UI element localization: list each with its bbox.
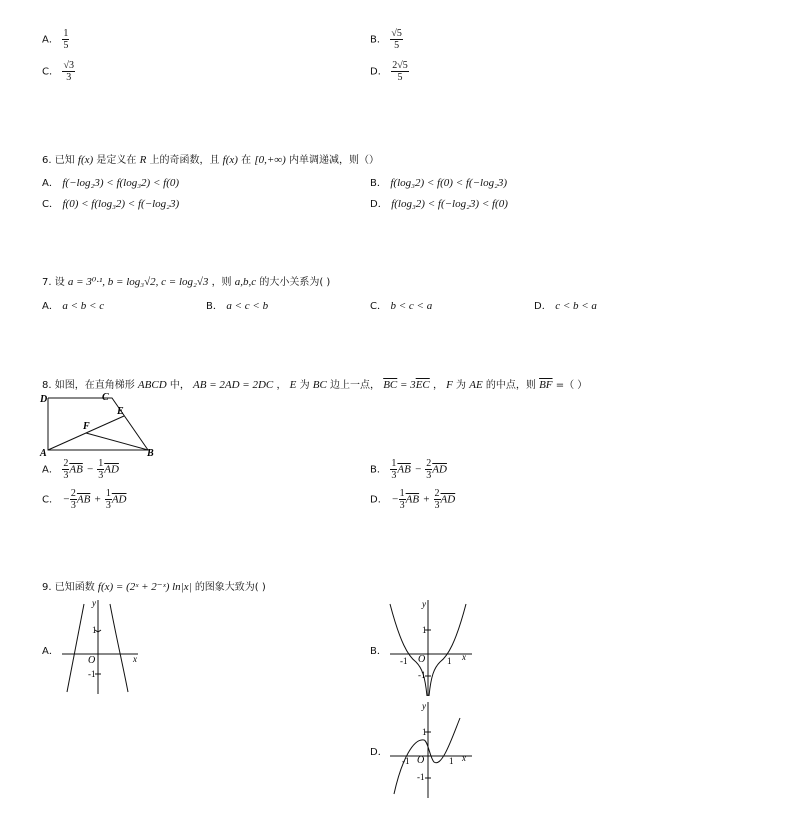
segment-fb	[86, 433, 148, 450]
denominator: 5	[63, 40, 69, 51]
denominator: 5	[394, 40, 400, 51]
tick-label-1: 1	[92, 625, 97, 635]
numerator: 1	[98, 458, 104, 469]
vector-ab: $\overline{AB}$	[397, 463, 411, 476]
option-label: D．	[370, 494, 388, 506]
denominator: 3	[63, 470, 69, 481]
option-label: A．	[42, 178, 59, 189]
denominator: 3	[66, 72, 72, 83]
stem-text: 是定义在	[96, 155, 137, 166]
fraction	[399, 488, 406, 511]
q9-graph-b	[386, 596, 476, 698]
option-label: B．	[370, 178, 387, 189]
curve-right	[429, 604, 466, 696]
tick-label-1: 1	[422, 727, 427, 737]
vector: $\overline{BF}$	[539, 379, 553, 391]
stem-text: 为	[299, 380, 310, 391]
denominator: 5	[397, 72, 403, 83]
fraction	[434, 488, 441, 511]
option-label: A．	[42, 646, 59, 657]
option-label: C．	[42, 66, 59, 78]
numerator: 1	[105, 488, 111, 499]
stem-text: ，则	[211, 277, 232, 288]
denominator: 3	[434, 500, 440, 511]
tick-label-neg1: -1	[402, 756, 410, 766]
option-label: B．	[370, 34, 387, 46]
q7-stem	[42, 273, 330, 288]
curve-right	[110, 604, 128, 692]
numerator: 2	[63, 458, 69, 469]
stem-text: 8. 如图，在直角梯形	[42, 380, 135, 391]
numerator: √5	[391, 28, 402, 39]
option-label: D．	[370, 199, 388, 210]
label-b: B	[147, 448, 154, 459]
numerator: 1	[399, 488, 405, 499]
label-d: D	[40, 394, 48, 405]
y-label: y	[422, 701, 426, 711]
q5-option-a[interactable]	[42, 28, 69, 51]
option-label: C．	[42, 199, 59, 210]
denominator: 3	[426, 470, 432, 481]
q9-option-b[interactable]	[370, 642, 387, 657]
stem-text: 6. 已知	[42, 155, 75, 166]
denominator: 3	[70, 500, 76, 511]
fraction	[62, 60, 75, 83]
sign: −	[391, 493, 399, 506]
option-label: C．	[370, 301, 387, 312]
option-math: a < b < c	[62, 300, 105, 312]
trapezoid-figure	[36, 390, 166, 460]
stem-text: ，	[432, 380, 443, 391]
stem-text: 边上一点，	[330, 380, 380, 391]
stem-math: f(x)	[222, 154, 238, 166]
q6-option-d[interactable]	[370, 195, 508, 210]
fraction	[391, 60, 409, 83]
stem-text: 内单调递减，则（）	[288, 155, 379, 166]
q6-option-a[interactable]	[42, 174, 179, 189]
option-math: f(log₃2) < f(0) < f(−log₂3)	[390, 177, 508, 189]
stem-text: 7. 设	[42, 277, 65, 288]
tick-label-x1: 1	[447, 656, 452, 666]
tick-label-neg1: -1	[400, 656, 408, 666]
q9-stem	[42, 578, 266, 593]
q6-option-c[interactable]	[42, 195, 179, 210]
operator: +	[422, 493, 431, 506]
vector-ad: $\overline{AD}$	[104, 463, 119, 476]
q8-option-b[interactable]	[370, 458, 447, 481]
stem-math: a = 3⁰·¹, b = log₃√2, c = log₂√3	[67, 276, 209, 288]
stem-math: R	[139, 154, 147, 166]
option-label: A．	[42, 301, 59, 312]
q8-option-c[interactable]	[42, 488, 126, 511]
numerator: 2	[426, 458, 432, 469]
stem-math: BC	[312, 379, 327, 391]
trapezoid-outline	[48, 398, 148, 450]
vector: $\overline{BC}$	[383, 379, 398, 391]
stem-math: AE	[469, 379, 483, 391]
stem-math: E	[289, 379, 297, 391]
stem-text: ，	[276, 380, 287, 391]
q9-option-a[interactable]	[42, 642, 59, 657]
q5-option-d[interactable]	[370, 60, 409, 83]
tick-label-y-neg1: -1	[418, 670, 426, 680]
numerator: 2	[70, 488, 76, 499]
denominator: 3	[391, 470, 397, 481]
stem-text: 9. 已知函数	[42, 582, 95, 593]
q9-graph-d	[386, 698, 476, 800]
tick-label-y-neg1: -1	[417, 772, 425, 782]
option-math: a < c < b	[226, 300, 269, 312]
q5-option-c[interactable]	[42, 60, 75, 83]
stem-text: 的中点，则	[485, 380, 536, 391]
numerator: √3	[63, 60, 74, 71]
option-label: D．	[534, 301, 552, 312]
numerator: 2	[434, 488, 440, 499]
option-math: f(log₃2) < f(−log₂3) < f(0)	[391, 198, 508, 210]
vector-ad: $\overline{AD}$	[440, 493, 456, 506]
q7-option-a[interactable]	[42, 297, 104, 312]
stem-math: ABCD	[137, 379, 167, 391]
operator: −	[414, 463, 422, 476]
vector-ad: $\overline{AD}$	[432, 463, 447, 476]
q7-option-d[interactable]	[534, 297, 597, 312]
denominator: 3	[399, 500, 405, 511]
stem-text: =（ ）	[552, 380, 588, 391]
stem-math: a,b,c	[234, 276, 257, 288]
q6-stem	[42, 151, 379, 166]
operator: −	[86, 463, 94, 476]
origin-label: O	[418, 654, 426, 665]
option-math: f(−log₂3) < f(log₃2) < f(0)	[62, 177, 180, 189]
stem-text: 上的奇函数，且	[149, 155, 220, 166]
stem-text: 的图象大致为( )	[194, 582, 266, 593]
stem-text: 在	[241, 155, 252, 166]
label-f: F	[83, 421, 90, 432]
x-label: x	[133, 654, 137, 664]
q9-graph-a	[58, 596, 148, 696]
x-label: x	[462, 753, 466, 763]
x-label: x	[462, 652, 466, 662]
fraction	[105, 488, 112, 511]
y-label: y	[422, 599, 426, 609]
option-math: c < b < a	[555, 300, 597, 312]
stem-math: AB = 2AD = 2DC	[193, 379, 274, 391]
stem-math: F	[446, 379, 453, 391]
option-label: B．	[206, 301, 223, 312]
sign: −	[62, 493, 70, 506]
curve-left	[67, 604, 84, 692]
numerator: 1	[391, 458, 397, 469]
numerator: 1	[63, 28, 69, 39]
option-label: B．	[370, 646, 387, 657]
option-math: b < c < a	[390, 300, 433, 312]
curve-left	[390, 604, 427, 696]
numerator: 2√5	[392, 60, 408, 71]
stem-math: f(x) = (2ˣ + 2⁻ˣ) ln|x|	[97, 581, 192, 593]
option-label: A．	[42, 34, 59, 46]
stem-text: 中，	[169, 380, 190, 391]
q8-option-d[interactable]	[370, 488, 455, 511]
q7-option-c[interactable]	[370, 297, 432, 312]
label-a: A	[40, 448, 47, 459]
option-label: D．	[370, 747, 388, 758]
vector: $\overline{EC}$	[415, 379, 430, 391]
denominator: 3	[98, 470, 104, 481]
y-label: y	[92, 598, 96, 608]
tick-label-neg1: -1	[88, 669, 96, 679]
tick-label-x1: 1	[449, 756, 454, 766]
option-label: B．	[370, 464, 387, 476]
q5-option-b[interactable]	[370, 28, 403, 51]
fraction	[390, 28, 403, 51]
denominator: 3	[105, 500, 111, 511]
tick-label-1: 1	[422, 625, 427, 635]
fraction	[70, 488, 77, 511]
q8-stem	[42, 376, 587, 391]
option-label: C．	[42, 494, 59, 506]
q7-option-b[interactable]	[206, 297, 268, 312]
vector-ab: $\overline{AB}$	[76, 493, 91, 506]
vector-ad: $\overline{AD}$	[111, 493, 127, 506]
q8-option-a[interactable]	[42, 458, 119, 481]
origin-label: O	[417, 755, 425, 766]
label-c: C	[102, 392, 109, 403]
stem-math: = 3	[397, 379, 416, 391]
option-math: f(0) < f(log₃2) < f(−log₂3)	[62, 198, 180, 210]
stem-math: [0,+∞)	[254, 154, 286, 166]
option-label: A．	[42, 464, 59, 476]
operator: +	[93, 493, 102, 506]
stem-math: f(x)	[77, 154, 94, 166]
stem-text: 为	[456, 380, 467, 391]
vector-ab: $\overline{AB}$	[69, 463, 83, 476]
label-e: E	[117, 406, 124, 417]
fraction	[62, 28, 69, 51]
stem-text: 的大小关系为( )	[259, 277, 331, 288]
option-label: D．	[370, 66, 388, 78]
q6-option-b[interactable]	[370, 174, 507, 189]
origin-label: O	[88, 655, 96, 666]
vector-ab: $\overline{AB}$	[405, 493, 420, 506]
